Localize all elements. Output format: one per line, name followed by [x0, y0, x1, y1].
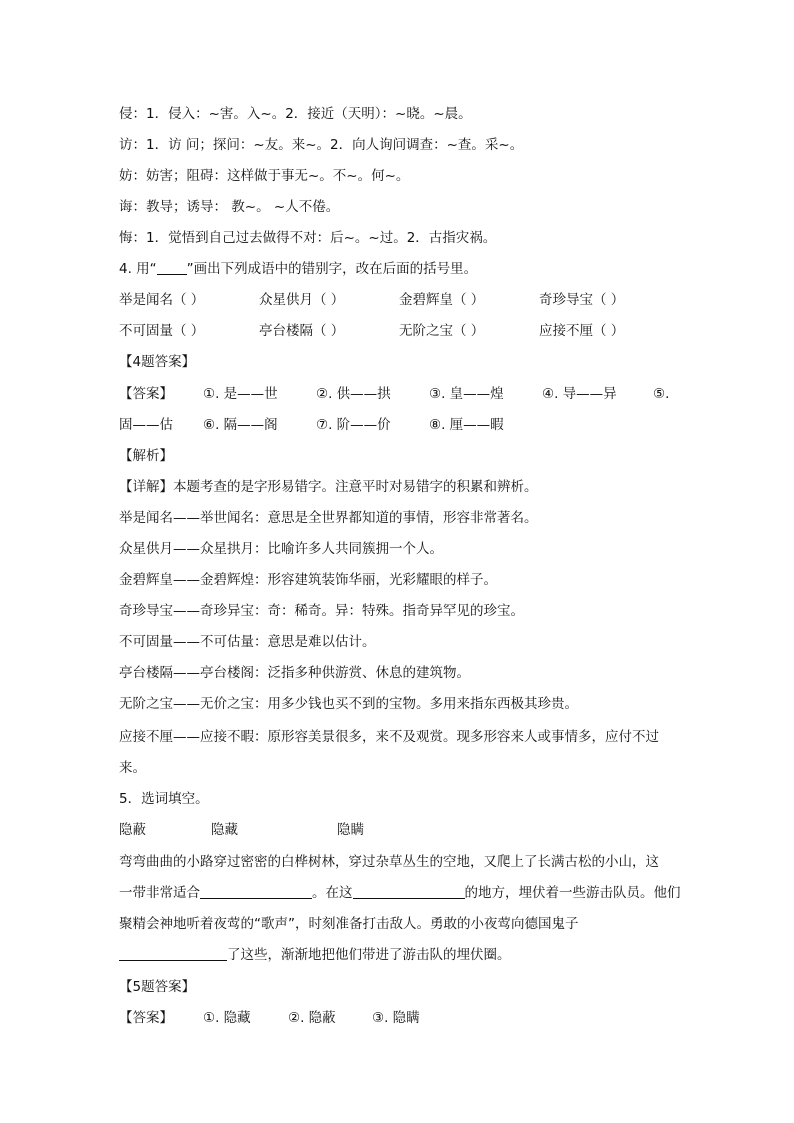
definition-hui: 诲：教导；诱导： 教~。 ~人不倦。: [119, 199, 340, 215]
fill-blank-2: [353, 884, 465, 899]
q4-detail: 【详解】本题考查的是字形易错字。注意平时对易错字的积累和辨析。: [119, 479, 538, 495]
explanation-continuation: 来。: [119, 760, 146, 776]
word-option: 隐藏: [211, 822, 238, 838]
definition-qin: 侵：1．侵入：~害。入~。2．接近（天明）：~晓。~晨。: [119, 106, 472, 122]
q4-answer-heading: 【4题答案】: [119, 354, 196, 370]
question-4-prompt: [119, 259, 477, 279]
explanation-line: 众星供月——众星拱月：比喻许多人共同簇拥一个人。: [119, 541, 443, 557]
explanation-line: 举是闻名——举世闻名：意思是全世界都知道的事情，形容非常著名。: [119, 510, 538, 526]
q5-answer: ③. 隐瞒: [372, 1010, 420, 1026]
passage-text: 的地方，埋伏着一些游击队员。他们: [464, 885, 681, 901]
idiom-item: 众星供月（ ）: [259, 292, 345, 308]
q5-answer: ①. 隐藏: [203, 1010, 251, 1026]
question-5-prompt: 5．选词填空。: [119, 791, 209, 807]
q5-answer: ②. 隐蔽: [288, 1010, 336, 1026]
passage-text: 了这些，渐渐地把他们带进了游击队的埋伏圈。: [227, 947, 511, 963]
q4-answer: ①. 是——世: [203, 386, 278, 402]
explanation-line: 亭台楼隔——亭台楼阁：泛指多种供游赏、休息的建筑物。: [119, 665, 470, 681]
q4-answer: ④. 导——异: [542, 386, 617, 402]
definition-hui2: 悔：1．觉悟到自己过去做得不对：后~。~过。2．古指灾祸。: [119, 230, 497, 246]
word-option: 隐瞒: [337, 822, 364, 838]
fill-blank-3: [119, 946, 227, 961]
q4-prompt-after: ”画出下列成语中的错别字，改在后面的括号里。: [186, 261, 478, 277]
q4-answer-label: 【答案】: [119, 386, 173, 402]
word-option: 隐蔽: [119, 822, 146, 838]
q4-answer: ⑤.: [653, 386, 670, 402]
idiom-item: 应接不厘（ ）: [539, 323, 625, 339]
underline-marker: [157, 260, 187, 275]
q4-answer: 固——估: [119, 417, 173, 433]
q4-answer: ⑧. 厘——暇: [429, 417, 504, 433]
definition-fang2: 妨：妨害；阻碍：这样做于事无~。不~。何~。: [119, 168, 410, 184]
q5-answer-label: 【答案】: [119, 1010, 173, 1026]
explanation-line: 奇珍导宝——奇珍异宝：奇：稀奇。异：特殊。指奇异罕见的珍宝。: [119, 603, 524, 619]
passage-text: 一带非常适合: [119, 885, 200, 901]
q5-answer-heading: 【5题答案】: [119, 979, 196, 995]
explanation-line: 应接不厘——应接不暇：原形容美景很多，来不及观赏。现多形容来人或事情多，应付不过: [119, 729, 659, 745]
q4-answer: ⑥. 隔——阁: [203, 417, 278, 433]
explanation-line: 不可固量——不可估量：意思是难以估计。: [119, 634, 376, 650]
q4-answer: ③. 皇——煌: [429, 386, 504, 402]
q4-answer: ⑦. 阶——价: [316, 417, 391, 433]
idiom-item: 亭台楼隔（ ）: [259, 323, 345, 339]
q4-answer: ②. 供——拱: [316, 386, 391, 402]
explanation-line: 金碧辉皇——金碧辉煌：形容建筑装饰华丽，光彩耀眼的样子。: [119, 572, 497, 588]
idiom-item: 奇珍导宝（ ）: [539, 292, 625, 308]
idiom-item: 不可固量（ ）: [119, 323, 205, 339]
passage-text: 。在这: [312, 885, 353, 901]
passage-line: 弯弯曲曲的小路穿过密密的白桦树林，穿过杂草丛生的空地，又爬上了长满古松的小山，这: [119, 854, 659, 870]
explanation-line: 无阶之宝——无价之宝：用多少钱也买不到的宝物。多用来指东西极其珍贵。: [119, 696, 578, 712]
idiom-item: 金碧辉皇（ ）: [399, 292, 485, 308]
passage-line: 聚精会神地听着夜莺的“歌声”，时刻准备打击敌人。勇敢的小夜莺向德国鬼子: [119, 916, 579, 932]
idiom-item: 举是闻名（ ）: [119, 292, 205, 308]
q4-prompt-before: 4. 用“: [119, 261, 157, 277]
fill-blank-1: [200, 884, 312, 899]
definition-fang: 访：1．访 问；探问：~友。来~。2．向人询问调查：~查。采~。: [119, 137, 524, 153]
passage-line: [119, 945, 511, 965]
idiom-item: 无阶之宝（ ）: [399, 323, 485, 339]
passage-line: [119, 883, 681, 903]
q4-analysis-heading: 【解析】: [119, 448, 173, 464]
